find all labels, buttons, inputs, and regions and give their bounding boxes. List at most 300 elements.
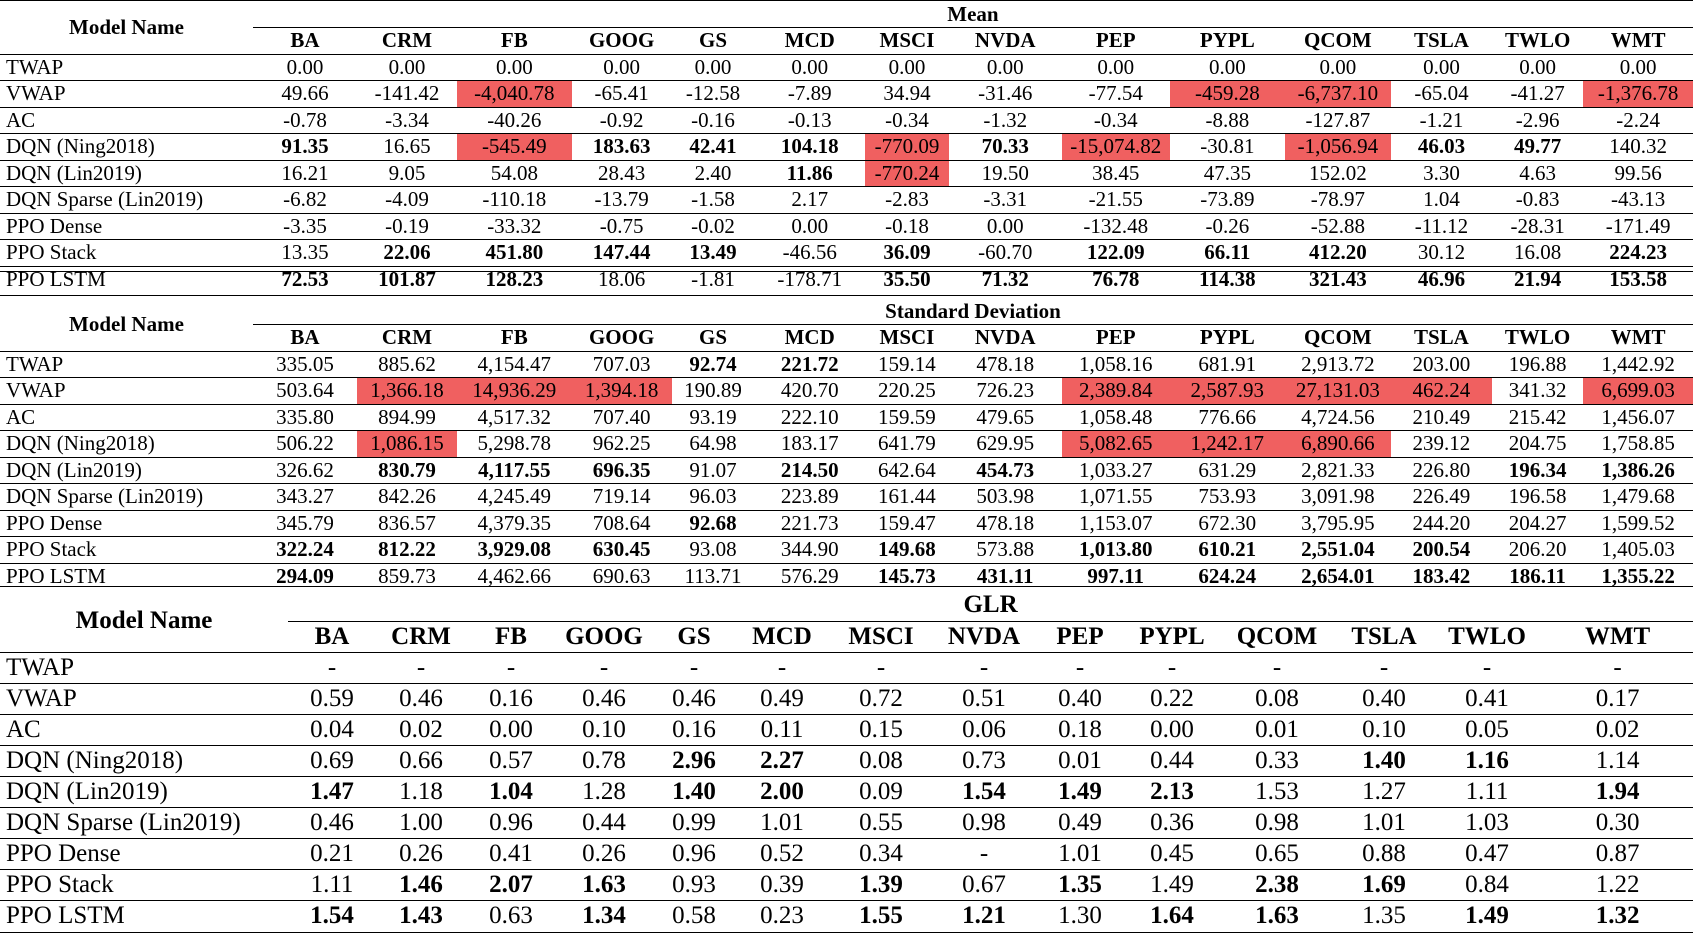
- column-header-fb: FB: [466, 621, 556, 652]
- value-cell: 335.80: [253, 404, 357, 431]
- table-row: [0, 54, 1693, 81]
- value-cell: -141.42: [357, 81, 457, 108]
- value-cell: 140.32: [1583, 134, 1693, 161]
- value-cell: 690.63: [572, 563, 672, 590]
- value-cell: 221.72: [754, 351, 865, 378]
- model-name-header: Model Name: [75, 606, 213, 634]
- value-cell: 0.88: [1336, 838, 1432, 869]
- value-cell: 159.47: [865, 510, 949, 537]
- model-name-cell: PPO Dense: [0, 838, 288, 869]
- table-row: [0, 838, 1693, 869]
- value-cell: 0.08: [828, 745, 934, 776]
- value-cell: -: [1432, 652, 1542, 683]
- value-cell: 4,724.56: [1285, 404, 1391, 431]
- value-cell: 1.40: [652, 776, 736, 807]
- value-cell: 93.19: [672, 404, 755, 431]
- value-cell: -545.49: [457, 134, 572, 161]
- value-cell: 0.23: [736, 900, 828, 931]
- value-cell: 2.00: [736, 776, 828, 807]
- mean-table: [0, 1, 1693, 293]
- value-cell: 200.54: [1391, 537, 1492, 564]
- model-name-cell: PPO LSTM: [0, 900, 288, 931]
- value-cell: 1,394.18: [572, 378, 672, 405]
- value-cell: 0.08: [1218, 683, 1336, 714]
- value-cell: 2,821.33: [1285, 457, 1391, 484]
- column-header-ba: BA: [253, 28, 357, 55]
- table-row: [0, 745, 1693, 776]
- value-cell: 196.34: [1492, 457, 1583, 484]
- value-cell: 0.33: [1218, 745, 1336, 776]
- value-cell: 576.29: [754, 563, 865, 590]
- value-cell: 2.13: [1126, 776, 1218, 807]
- column-header-pep: PEP: [1062, 28, 1170, 55]
- value-cell: 149.68: [865, 537, 949, 564]
- value-cell: -0.92: [572, 107, 672, 134]
- value-cell: 2,551.04: [1285, 537, 1391, 564]
- value-cell: 0.72: [828, 683, 934, 714]
- value-cell: 1.39: [828, 869, 934, 900]
- value-cell: 0.40: [1336, 683, 1432, 714]
- value-cell: 1.49: [1432, 900, 1542, 931]
- value-cell: 753.93: [1170, 484, 1285, 511]
- value-cell: 1.18: [376, 776, 466, 807]
- value-cell: -77.54: [1062, 81, 1170, 108]
- table-row: [0, 900, 1693, 931]
- value-cell: -40.26: [457, 107, 572, 134]
- value-cell: 321.43: [1285, 266, 1391, 293]
- value-cell: 91.35: [253, 134, 357, 161]
- value-cell: 42.41: [672, 134, 755, 161]
- value-cell: 0.26: [376, 838, 466, 869]
- value-cell: 0.00: [754, 54, 865, 81]
- value-cell: 0.55: [828, 807, 934, 838]
- column-header-msci: MSCI: [828, 621, 934, 652]
- value-cell: 1,153.07: [1062, 510, 1170, 537]
- value-cell: 128.23: [457, 266, 572, 293]
- value-cell: 0.00: [357, 54, 457, 81]
- value-cell: 0.57: [466, 745, 556, 776]
- value-cell: 326.62: [253, 457, 357, 484]
- value-cell: 0.00: [949, 213, 1062, 240]
- value-cell: 830.79: [357, 457, 457, 484]
- value-cell: 0.00: [672, 54, 755, 81]
- column-header-qcom: QCOM: [1285, 28, 1391, 55]
- value-cell: 1,405.03: [1583, 537, 1693, 564]
- value-cell: 0.30: [1542, 807, 1693, 838]
- value-cell: -30.81: [1170, 134, 1285, 161]
- section-rule: [0, 295, 1693, 296]
- model-name-cell: PPO Dense: [0, 510, 253, 537]
- model-name-cell: AC: [0, 107, 253, 134]
- value-cell: -1,376.78: [1583, 81, 1693, 108]
- value-cell: 610.21: [1170, 537, 1285, 564]
- value-cell: 478.18: [949, 351, 1062, 378]
- value-cell: 1.28: [556, 776, 652, 807]
- value-cell: 5,082.65: [1062, 431, 1170, 458]
- value-cell: -171.49: [1583, 213, 1693, 240]
- value-cell: 0.00: [949, 54, 1062, 81]
- value-cell: -13.79: [572, 187, 672, 214]
- table-row: [0, 431, 1693, 458]
- value-cell: 631.29: [1170, 457, 1285, 484]
- value-cell: 0.10: [1336, 714, 1432, 745]
- value-cell: 76.78: [1062, 266, 1170, 293]
- value-cell: 719.14: [572, 484, 672, 511]
- value-cell: 0.00: [1170, 54, 1285, 81]
- value-cell: 1.43: [376, 900, 466, 931]
- value-cell: 183.17: [754, 431, 865, 458]
- value-cell: 3,091.98: [1285, 484, 1391, 511]
- value-cell: 4,379.35: [457, 510, 572, 537]
- value-cell: 478.18: [949, 510, 1062, 537]
- model-name-cell: AC: [0, 404, 253, 431]
- value-cell: -178.71: [754, 266, 865, 293]
- value-cell: 2,913.72: [1285, 351, 1391, 378]
- column-header-wmt: WMT: [1583, 28, 1693, 55]
- value-cell: -73.89: [1170, 187, 1285, 214]
- value-cell: 641.79: [865, 431, 949, 458]
- value-cell: 0.40: [1034, 683, 1126, 714]
- value-cell: 0.06: [934, 714, 1034, 745]
- value-cell: 72.53: [253, 266, 357, 293]
- value-cell: 454.73: [949, 457, 1062, 484]
- value-cell: 479.65: [949, 404, 1062, 431]
- value-cell: -459.28: [1170, 81, 1285, 108]
- model-name-cell: TWAP: [0, 652, 288, 683]
- table-row: [0, 187, 1693, 214]
- table-row: [0, 213, 1693, 240]
- value-cell: 335.05: [253, 351, 357, 378]
- value-cell: 0.58: [652, 900, 736, 931]
- column-header-crm: CRM: [357, 28, 457, 55]
- value-cell: 222.10: [754, 404, 865, 431]
- value-cell: -6.82: [253, 187, 357, 214]
- value-cell: 0.46: [288, 807, 376, 838]
- table-row: [0, 160, 1693, 187]
- value-cell: 842.26: [357, 484, 457, 511]
- value-cell: -0.26: [1170, 213, 1285, 240]
- value-cell: 2.27: [736, 745, 828, 776]
- value-cell: 122.09: [1062, 240, 1170, 267]
- value-cell: 642.64: [865, 457, 949, 484]
- column-header-nvda: NVDA: [934, 621, 1034, 652]
- value-cell: 412.20: [1285, 240, 1391, 267]
- value-cell: 503.64: [253, 378, 357, 405]
- value-cell: 1.54: [934, 776, 1034, 807]
- column-header-crm: CRM: [357, 325, 457, 352]
- value-cell: 0.73: [934, 745, 1034, 776]
- column-header-twlo: TWLO: [1492, 28, 1583, 55]
- value-cell: 6,890.66: [1285, 431, 1391, 458]
- value-cell: -52.88: [1285, 213, 1391, 240]
- value-cell: 1.01: [736, 807, 828, 838]
- column-header-wmt: WMT: [1542, 621, 1693, 652]
- value-cell: 681.91: [1170, 351, 1285, 378]
- value-cell: 343.27: [253, 484, 357, 511]
- value-cell: -46.56: [754, 240, 865, 267]
- column-header-tsla: TSLA: [1391, 28, 1492, 55]
- model-name-cell: TWAP: [0, 351, 253, 378]
- value-cell: 0.93: [652, 869, 736, 900]
- value-cell: 0.09: [828, 776, 934, 807]
- value-cell: -770.09: [865, 134, 949, 161]
- value-cell: 0.00: [253, 54, 357, 81]
- value-cell: -0.34: [865, 107, 949, 134]
- table-row: [0, 134, 1693, 161]
- value-cell: 36.09: [865, 240, 949, 267]
- value-cell: 0.00: [1062, 54, 1170, 81]
- value-cell: 223.89: [754, 484, 865, 511]
- column-header-goog: GOOG: [572, 28, 672, 55]
- value-cell: 0.98: [1218, 807, 1336, 838]
- section-rule: [0, 586, 1693, 587]
- model-name-cell: VWAP: [0, 378, 253, 405]
- value-cell: 1,033.27: [1062, 457, 1170, 484]
- column-header-fb: FB: [457, 28, 572, 55]
- value-cell: 0.00: [1391, 54, 1492, 81]
- value-cell: -770.24: [865, 160, 949, 187]
- value-cell: 221.73: [754, 510, 865, 537]
- value-cell: 0.59: [288, 683, 376, 714]
- value-cell: 0.78: [556, 745, 652, 776]
- table-row: [0, 457, 1693, 484]
- value-cell: 0.98: [934, 807, 1034, 838]
- value-cell: 186.11: [1492, 563, 1583, 590]
- column-header-mcd: MCD: [736, 621, 828, 652]
- value-cell: 54.08: [457, 160, 572, 187]
- value-cell: -0.19: [357, 213, 457, 240]
- value-cell: 962.25: [572, 431, 672, 458]
- value-cell: 0.16: [652, 714, 736, 745]
- column-header-pep: PEP: [1034, 621, 1126, 652]
- value-cell: 672.30: [1170, 510, 1285, 537]
- value-cell: 2,654.01: [1285, 563, 1391, 590]
- value-cell: 2.07: [466, 869, 556, 900]
- value-cell: 1,599.52: [1583, 510, 1693, 537]
- value-cell: 0.44: [556, 807, 652, 838]
- value-cell: 226.49: [1391, 484, 1492, 511]
- column-header-nvda: NVDA: [949, 28, 1062, 55]
- value-cell: 1,058.16: [1062, 351, 1170, 378]
- value-cell: -127.87: [1285, 107, 1391, 134]
- value-cell: -: [288, 652, 376, 683]
- value-cell: 1,013.80: [1062, 537, 1170, 564]
- value-cell: -2.83: [865, 187, 949, 214]
- value-cell: 1.27: [1336, 776, 1432, 807]
- value-cell: -4,040.78: [457, 81, 572, 108]
- value-cell: 0.00: [1126, 714, 1218, 745]
- column-header-goog: GOOG: [556, 621, 652, 652]
- value-cell: 1.54: [288, 900, 376, 931]
- value-cell: 345.79: [253, 510, 357, 537]
- value-cell: 696.35: [572, 457, 672, 484]
- value-cell: 1,071.55: [1062, 484, 1170, 511]
- column-header-wmt: WMT: [1583, 325, 1693, 352]
- value-cell: 104.18: [754, 134, 865, 161]
- table-row: [0, 510, 1693, 537]
- value-cell: -12.58: [672, 81, 755, 108]
- value-cell: 114.38: [1170, 266, 1285, 293]
- value-cell: -3.31: [949, 187, 1062, 214]
- value-cell: 506.22: [253, 431, 357, 458]
- table-row: [0, 714, 1693, 745]
- model-name-cell: PPO Dense: [0, 213, 253, 240]
- value-cell: -7.89: [754, 81, 865, 108]
- model-name-cell: PPO Stack: [0, 240, 253, 267]
- value-cell: 4,245.49: [457, 484, 572, 511]
- value-cell: -1.21: [1391, 107, 1492, 134]
- value-cell: 152.02: [1285, 160, 1391, 187]
- value-cell: 91.07: [672, 457, 755, 484]
- value-cell: 183.63: [572, 134, 672, 161]
- model-name-header: Model Name: [69, 311, 184, 336]
- value-cell: 92.74: [672, 351, 755, 378]
- value-cell: 0.96: [466, 807, 556, 838]
- column-header-pypl: PYPL: [1126, 621, 1218, 652]
- value-cell: 1.00: [376, 807, 466, 838]
- value-cell: 0.00: [1285, 54, 1391, 81]
- value-cell: -0.16: [672, 107, 755, 134]
- value-cell: -1.32: [949, 107, 1062, 134]
- value-cell: 1,355.22: [1583, 563, 1693, 590]
- value-cell: 47.35: [1170, 160, 1285, 187]
- value-cell: 0.84: [1432, 869, 1542, 900]
- value-cell: 1.01: [1034, 838, 1126, 869]
- model-name-cell: DQN (Ning2018): [0, 431, 253, 458]
- value-cell: 4,517.32: [457, 404, 572, 431]
- value-cell: -43.13: [1583, 187, 1693, 214]
- value-cell: 503.98: [949, 484, 1062, 511]
- value-cell: 1.35: [1034, 869, 1126, 900]
- column-header-gs: GS: [672, 28, 755, 55]
- value-cell: 16.21: [253, 160, 357, 187]
- value-cell: 629.95: [949, 431, 1062, 458]
- model-name-cell: DQN (Lin2019): [0, 457, 253, 484]
- value-cell: 0.63: [466, 900, 556, 931]
- value-cell: 2.40: [672, 160, 755, 187]
- value-cell: -65.41: [572, 81, 672, 108]
- value-cell: -21.55: [1062, 187, 1170, 214]
- value-cell: 859.73: [357, 563, 457, 590]
- value-cell: 1.53: [1218, 776, 1336, 807]
- value-cell: -: [736, 652, 828, 683]
- value-cell: 0.65: [1218, 838, 1336, 869]
- value-cell: -1.81: [672, 266, 755, 293]
- value-cell: 16.08: [1492, 240, 1583, 267]
- value-cell: 0.15: [828, 714, 934, 745]
- value-cell: -28.31: [1492, 213, 1583, 240]
- section-title: Mean: [947, 1, 999, 26]
- value-cell: 1.55: [828, 900, 934, 931]
- model-name-header: Model Name: [69, 14, 184, 39]
- value-cell: 0.39: [736, 869, 828, 900]
- value-cell: -: [652, 652, 736, 683]
- value-cell: 226.80: [1391, 457, 1492, 484]
- value-cell: 0.36: [1126, 807, 1218, 838]
- value-cell: 0.34: [828, 838, 934, 869]
- model-name-cell: DQN (Lin2019): [0, 160, 253, 187]
- value-cell: 0.16: [466, 683, 556, 714]
- value-cell: 3,795.95: [1285, 510, 1391, 537]
- value-cell: 1.30: [1034, 900, 1126, 931]
- value-cell: -4.09: [357, 187, 457, 214]
- value-cell: 624.24: [1170, 563, 1285, 590]
- model-name-cell: TWAP: [0, 54, 253, 81]
- value-cell: 1,386.26: [1583, 457, 1693, 484]
- value-cell: 220.25: [865, 378, 949, 405]
- value-cell: -1,056.94: [1285, 134, 1391, 161]
- column-header-msci: MSCI: [865, 325, 949, 352]
- value-cell: 0.47: [1432, 838, 1542, 869]
- value-cell: -1.58: [672, 187, 755, 214]
- value-cell: 0.02: [1542, 714, 1693, 745]
- value-cell: 190.89: [672, 378, 755, 405]
- value-cell: 708.64: [572, 510, 672, 537]
- value-cell: 1.63: [556, 869, 652, 900]
- value-cell: 0.17: [1542, 683, 1693, 714]
- column-header-ba: BA: [288, 621, 376, 652]
- value-cell: 215.42: [1492, 404, 1583, 431]
- model-name-cell: PPO LSTM: [0, 563, 253, 590]
- table-row: [0, 807, 1693, 838]
- value-cell: -: [828, 652, 934, 683]
- value-cell: 71.32: [949, 266, 1062, 293]
- value-cell: 0.99: [652, 807, 736, 838]
- value-cell: 66.11: [1170, 240, 1285, 267]
- value-cell: 1.34: [556, 900, 652, 931]
- table-row: [0, 776, 1693, 807]
- column-header-msci: MSCI: [865, 28, 949, 55]
- value-cell: -: [1218, 652, 1336, 683]
- value-cell: 13.49: [672, 240, 755, 267]
- column-header-mcd: MCD: [754, 325, 865, 352]
- value-cell: 1.49: [1034, 776, 1126, 807]
- value-cell: 4,154.47: [457, 351, 572, 378]
- column-header-tsla: TSLA: [1391, 325, 1492, 352]
- value-cell: 1.11: [1432, 776, 1542, 807]
- value-cell: 3.30: [1391, 160, 1492, 187]
- value-cell: 1.49: [1126, 869, 1218, 900]
- value-cell: 1.04: [466, 776, 556, 807]
- value-cell: 1.16: [1432, 745, 1542, 776]
- value-cell: 2,587.93: [1170, 378, 1285, 405]
- value-cell: -11.12: [1391, 213, 1492, 240]
- value-cell: 812.22: [357, 537, 457, 564]
- column-header-pypl: PYPL: [1170, 325, 1285, 352]
- column-header-twlo: TWLO: [1492, 325, 1583, 352]
- value-cell: 28.43: [572, 160, 672, 187]
- value-cell: 0.87: [1542, 838, 1693, 869]
- value-cell: 1.22: [1542, 869, 1693, 900]
- value-cell: 22.06: [357, 240, 457, 267]
- value-cell: 19.50: [949, 160, 1062, 187]
- value-cell: 93.08: [672, 537, 755, 564]
- model-name-cell: PPO LSTM: [0, 266, 253, 293]
- value-cell: 0.69: [288, 745, 376, 776]
- value-cell: 0.01: [1034, 745, 1126, 776]
- value-cell: 0.00: [1492, 54, 1583, 81]
- value-cell: 196.88: [1492, 351, 1583, 378]
- table-row: [0, 266, 1693, 293]
- value-cell: 1,058.48: [1062, 404, 1170, 431]
- value-cell: 0.41: [466, 838, 556, 869]
- value-cell: 64.98: [672, 431, 755, 458]
- value-cell: -41.27: [1492, 81, 1583, 108]
- value-cell: 0.00: [865, 54, 949, 81]
- value-cell: 776.66: [1170, 404, 1285, 431]
- column-header-ba: BA: [253, 325, 357, 352]
- value-cell: 3,929.08: [457, 537, 572, 564]
